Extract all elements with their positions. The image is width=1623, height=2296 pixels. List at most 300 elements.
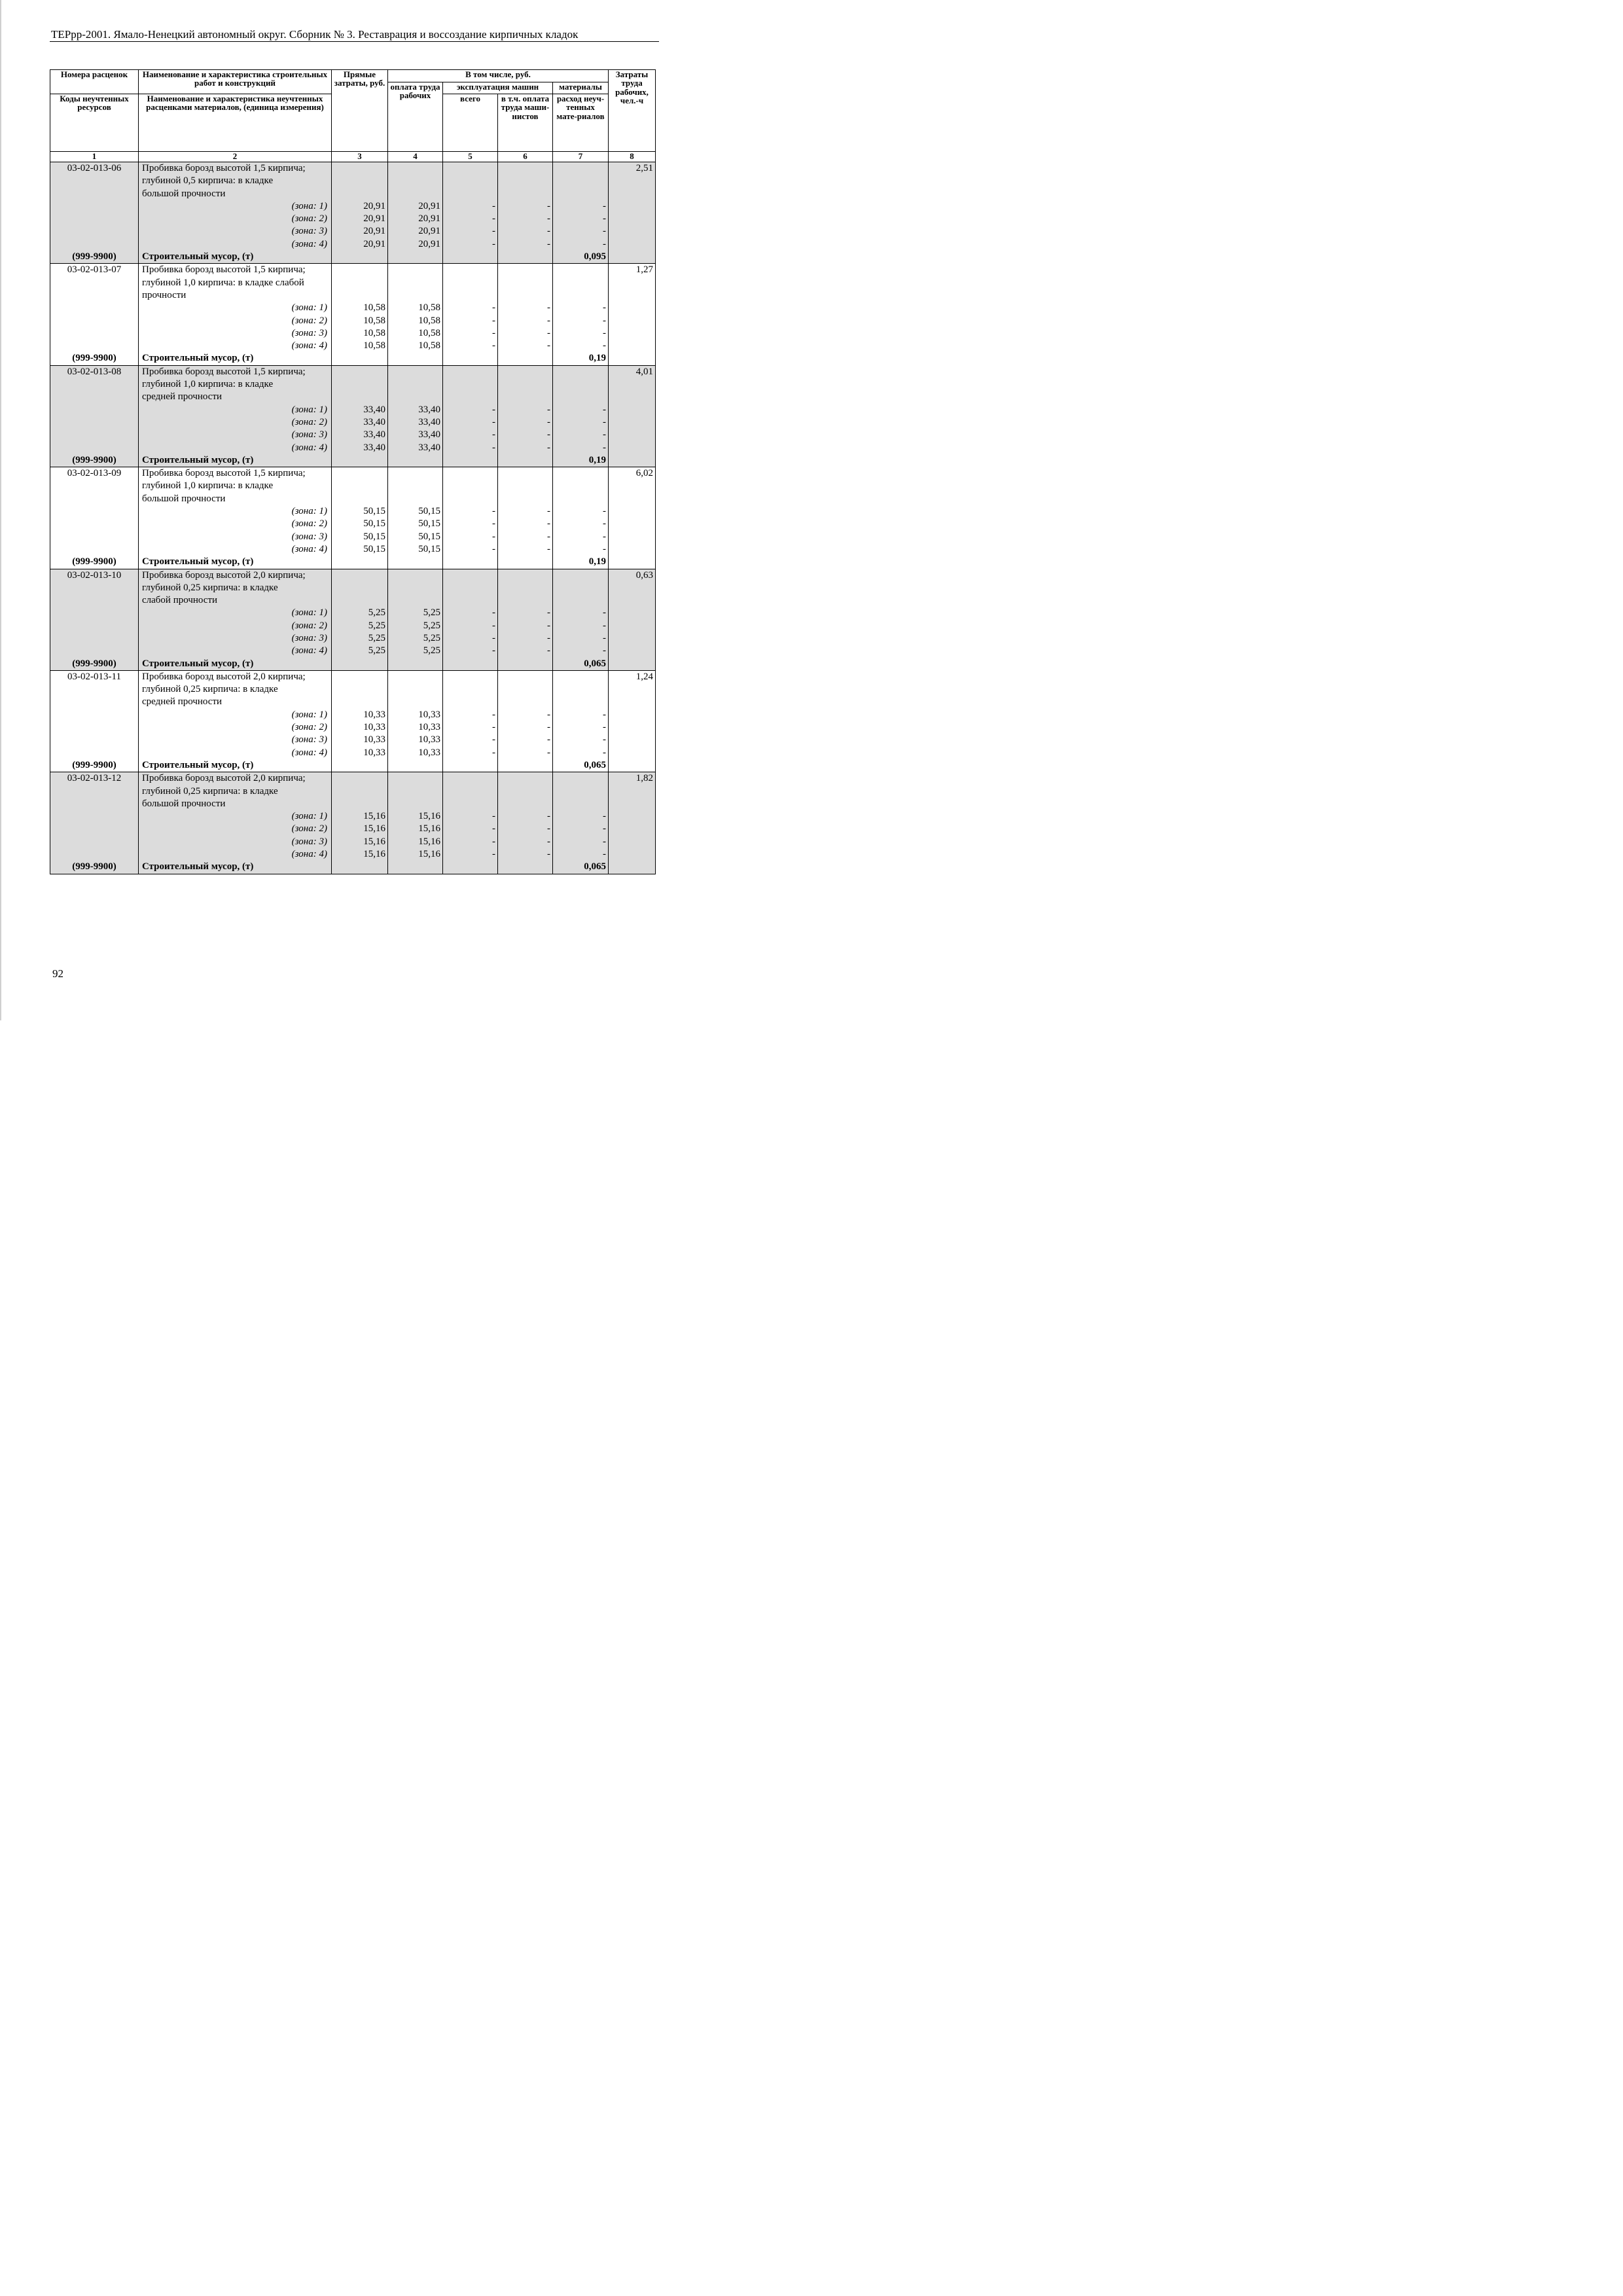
empty-cell xyxy=(609,518,656,530)
empty-cell xyxy=(50,327,139,340)
empty-cell xyxy=(50,531,139,543)
machines-value: - xyxy=(443,200,498,213)
zone-label: (зона: 3) xyxy=(139,632,332,645)
header-work-name: Наименование и характеристика строительных работ и конструкций xyxy=(139,70,332,94)
resource-code: (999-9900) xyxy=(50,556,139,569)
empty-cell xyxy=(609,658,656,671)
empty-cell xyxy=(388,556,443,569)
empty-cell xyxy=(553,365,609,378)
empty-cell xyxy=(50,404,139,416)
empty-cell xyxy=(443,378,498,391)
machinist-wages-value: - xyxy=(498,340,553,352)
machinist-wages-value: - xyxy=(498,429,553,441)
direct-cost-value: 5,25 xyxy=(332,620,388,632)
description-row xyxy=(50,391,656,403)
empty-cell xyxy=(609,251,656,264)
header-resource-codes: Коды неучтенных ресурсов xyxy=(50,94,139,152)
empty-cell xyxy=(498,785,553,798)
resource-name: Строительный мусор, (т) xyxy=(139,556,332,569)
zone-row xyxy=(50,200,656,213)
empty-cell xyxy=(332,277,388,289)
empty-cell xyxy=(332,569,388,582)
materials-value: - xyxy=(553,213,609,225)
empty-cell xyxy=(609,378,656,391)
empty-cell xyxy=(498,175,553,187)
empty-cell xyxy=(50,480,139,492)
zone-row xyxy=(50,225,656,238)
description-row xyxy=(50,175,656,187)
empty-cell xyxy=(332,582,388,594)
header-materials: материалы xyxy=(553,82,609,94)
resource-code: (999-9900) xyxy=(50,861,139,874)
empty-cell xyxy=(50,747,139,759)
wages-value: 10,58 xyxy=(388,327,443,340)
resource-row xyxy=(50,251,656,264)
resource-name: Строительный мусор, (т) xyxy=(139,759,332,772)
empty-cell xyxy=(443,391,498,403)
zone-label: (зона: 3) xyxy=(139,734,332,746)
description-row xyxy=(50,365,656,378)
resource-amount: 0,19 xyxy=(553,352,609,365)
empty-cell xyxy=(332,785,388,798)
empty-cell xyxy=(609,709,656,721)
empty-cell xyxy=(609,225,656,238)
empty-cell xyxy=(388,759,443,772)
direct-cost-value: 10,58 xyxy=(332,315,388,327)
wages-value: 20,91 xyxy=(388,238,443,251)
empty-cell xyxy=(443,251,498,264)
empty-cell xyxy=(498,251,553,264)
empty-cell xyxy=(332,658,388,671)
zone-label: (зона: 4) xyxy=(139,340,332,352)
zone-row xyxy=(50,302,656,314)
direct-cost-value: 10,33 xyxy=(332,747,388,759)
materials-value: - xyxy=(553,836,609,848)
empty-cell xyxy=(498,480,553,492)
empty-cell xyxy=(50,543,139,556)
empty-cell xyxy=(609,238,656,251)
resource-code: (999-9900) xyxy=(50,658,139,671)
labor-cost: 2,51 xyxy=(609,162,656,175)
machinist-wages-value: - xyxy=(498,747,553,759)
empty-cell xyxy=(388,391,443,403)
zone-row xyxy=(50,721,656,734)
zone-row xyxy=(50,518,656,530)
materials-value: - xyxy=(553,505,609,518)
empty-cell xyxy=(498,493,553,505)
empty-cell xyxy=(332,264,388,277)
empty-cell xyxy=(498,582,553,594)
empty-cell xyxy=(609,531,656,543)
work-description-line: слабой прочности xyxy=(139,594,332,607)
materials-value: - xyxy=(553,340,609,352)
empty-cell xyxy=(443,289,498,302)
empty-cell xyxy=(609,721,656,734)
materials-value: - xyxy=(553,543,609,556)
zone-row xyxy=(50,620,656,632)
empty-cell xyxy=(50,683,139,696)
zone-row xyxy=(50,747,656,759)
empty-cell xyxy=(388,352,443,365)
empty-cell xyxy=(609,213,656,225)
empty-cell xyxy=(443,162,498,175)
empty-cell xyxy=(609,759,656,772)
rate-code: 03-02-013-08 xyxy=(50,365,139,378)
zone-row xyxy=(50,505,656,518)
empty-cell xyxy=(332,696,388,708)
wages-value: 5,25 xyxy=(388,620,443,632)
direct-cost-value: 50,15 xyxy=(332,518,388,530)
empty-cell xyxy=(388,454,443,467)
resource-row xyxy=(50,454,656,467)
description-row xyxy=(50,569,656,582)
empty-cell xyxy=(332,162,388,175)
empty-cell xyxy=(332,670,388,683)
empty-cell xyxy=(553,467,609,480)
empty-cell xyxy=(498,658,553,671)
empty-cell xyxy=(609,391,656,403)
description-row xyxy=(50,670,656,683)
empty-cell xyxy=(388,188,443,200)
empty-cell xyxy=(388,251,443,264)
description-row xyxy=(50,785,656,798)
zone-label: (зона: 2) xyxy=(139,213,332,225)
direct-cost-value: 5,25 xyxy=(332,632,388,645)
direct-cost-value: 10,58 xyxy=(332,302,388,314)
empty-cell xyxy=(388,175,443,187)
materials-value: - xyxy=(553,416,609,429)
machines-value: - xyxy=(443,709,498,721)
empty-cell xyxy=(50,340,139,352)
wages-value: 50,15 xyxy=(388,531,443,543)
empty-cell xyxy=(443,582,498,594)
empty-cell xyxy=(50,785,139,798)
empty-cell xyxy=(50,188,139,200)
header-material-names: Наименование и характеристика неучтенных расценками материалов, (единица измерения) xyxy=(139,94,332,152)
rate-block xyxy=(50,772,656,874)
empty-cell xyxy=(388,277,443,289)
machinist-wages-value: - xyxy=(498,327,553,340)
empty-cell xyxy=(553,188,609,200)
empty-cell xyxy=(50,620,139,632)
rate-code: 03-02-013-07 xyxy=(50,264,139,277)
empty-cell xyxy=(498,454,553,467)
materials-value: - xyxy=(553,620,609,632)
page-number: 92 xyxy=(52,967,63,980)
materials-value: - xyxy=(553,315,609,327)
empty-cell xyxy=(498,683,553,696)
machines-value: - xyxy=(443,721,498,734)
machines-value: - xyxy=(443,823,498,835)
direct-cost-value: 15,16 xyxy=(332,823,388,835)
materials-value: - xyxy=(553,327,609,340)
direct-cost-value: 10,33 xyxy=(332,721,388,734)
zone-row xyxy=(50,823,656,835)
wages-value: 50,15 xyxy=(388,518,443,530)
zone-row xyxy=(50,340,656,352)
empty-cell xyxy=(443,861,498,874)
empty-cell xyxy=(332,251,388,264)
direct-cost-value: 33,40 xyxy=(332,429,388,441)
machines-value: - xyxy=(443,645,498,657)
materials-value: - xyxy=(553,747,609,759)
machines-value: - xyxy=(443,442,498,454)
empty-cell xyxy=(332,594,388,607)
empty-cell xyxy=(609,200,656,213)
work-description-line: глубиной 1,0 кирпича: в кладке xyxy=(139,480,332,492)
wages-value: 10,58 xyxy=(388,315,443,327)
column-number: 8 xyxy=(609,152,656,162)
materials-value: - xyxy=(553,429,609,441)
empty-cell xyxy=(332,772,388,785)
wages-value: 33,40 xyxy=(388,429,443,441)
machinist-wages-value: - xyxy=(498,620,553,632)
empty-cell xyxy=(332,798,388,810)
empty-cell xyxy=(443,352,498,365)
wages-value: 33,40 xyxy=(388,416,443,429)
empty-cell xyxy=(498,594,553,607)
work-description-line: Пробивка борозд высотой 2,0 кирпича; xyxy=(139,569,332,582)
machinist-wages-value: - xyxy=(498,302,553,314)
work-description-line: средней прочности xyxy=(139,696,332,708)
zone-label: (зона: 4) xyxy=(139,442,332,454)
empty-cell xyxy=(332,467,388,480)
description-row xyxy=(50,594,656,607)
empty-cell xyxy=(332,352,388,365)
description-row xyxy=(50,772,656,785)
labor-cost: 0,63 xyxy=(609,569,656,582)
empty-cell xyxy=(388,569,443,582)
header-labor-costs: Затраты труда рабочих, чел.-ч xyxy=(609,70,656,152)
empty-cell xyxy=(50,518,139,530)
empty-cell xyxy=(443,365,498,378)
empty-cell xyxy=(443,188,498,200)
description-row xyxy=(50,480,656,492)
empty-cell xyxy=(388,772,443,785)
empty-cell xyxy=(332,365,388,378)
empty-cell xyxy=(50,645,139,657)
machinist-wages-value: - xyxy=(498,709,553,721)
zone-label: (зона: 1) xyxy=(139,404,332,416)
machinist-wages-value: - xyxy=(498,836,553,848)
rate-block xyxy=(50,264,656,365)
resource-amount: 0,065 xyxy=(553,658,609,671)
zone-label: (зона: 3) xyxy=(139,531,332,543)
zone-row xyxy=(50,442,656,454)
direct-cost-value: 20,91 xyxy=(332,238,388,251)
header-rate-numbers: Номера расценок xyxy=(50,70,139,94)
direct-cost-value: 33,40 xyxy=(332,416,388,429)
materials-value: - xyxy=(553,607,609,619)
empty-cell xyxy=(609,607,656,619)
wages-value: 20,91 xyxy=(388,213,443,225)
empty-cell xyxy=(498,556,553,569)
machinist-wages-value: - xyxy=(498,607,553,619)
empty-cell xyxy=(332,391,388,403)
machines-value: - xyxy=(443,836,498,848)
zone-label: (зона: 3) xyxy=(139,429,332,441)
resource-row xyxy=(50,556,656,569)
empty-cell xyxy=(553,569,609,582)
empty-cell xyxy=(443,594,498,607)
machinist-wages-value: - xyxy=(498,543,553,556)
empty-cell xyxy=(609,734,656,746)
resource-name: Строительный мусор, (т) xyxy=(139,352,332,365)
zone-row xyxy=(50,632,656,645)
direct-cost-value: 15,16 xyxy=(332,836,388,848)
rates-table xyxy=(50,69,656,874)
header-rule xyxy=(50,41,659,42)
empty-cell xyxy=(553,277,609,289)
machines-value: - xyxy=(443,302,498,314)
resource-amount: 0,19 xyxy=(553,556,609,569)
empty-cell xyxy=(50,391,139,403)
rate-code: 03-02-013-06 xyxy=(50,162,139,175)
resource-name: Строительный мусор, (т) xyxy=(139,251,332,264)
empty-cell xyxy=(388,861,443,874)
zone-row xyxy=(50,543,656,556)
labor-cost: 6,02 xyxy=(609,467,656,480)
machinist-wages-value: - xyxy=(498,531,553,543)
zone-label: (зона: 1) xyxy=(139,810,332,823)
empty-cell xyxy=(498,696,553,708)
empty-cell xyxy=(609,340,656,352)
empty-cell xyxy=(388,696,443,708)
machinist-wages-value: - xyxy=(498,645,553,657)
empty-cell xyxy=(553,670,609,683)
machines-value: - xyxy=(443,505,498,518)
empty-cell xyxy=(50,505,139,518)
direct-cost-value: 10,58 xyxy=(332,340,388,352)
machines-value: - xyxy=(443,747,498,759)
empty-cell xyxy=(443,798,498,810)
empty-cell xyxy=(498,670,553,683)
empty-cell xyxy=(553,785,609,798)
machinist-wages-value: - xyxy=(498,315,553,327)
description-row xyxy=(50,264,656,277)
empty-cell xyxy=(498,188,553,200)
empty-cell xyxy=(443,175,498,187)
empty-cell xyxy=(553,798,609,810)
machinist-wages-value: - xyxy=(498,238,553,251)
empty-cell xyxy=(553,582,609,594)
header-machinist-wages: в т.ч. оплата труда маши-нистов xyxy=(498,94,553,152)
empty-cell xyxy=(50,594,139,607)
zone-row xyxy=(50,429,656,441)
empty-cell xyxy=(609,848,656,861)
empty-cell xyxy=(50,836,139,848)
empty-cell xyxy=(50,810,139,823)
labor-cost: 1,24 xyxy=(609,670,656,683)
empty-cell xyxy=(443,556,498,569)
empty-cell xyxy=(443,670,498,683)
description-row xyxy=(50,467,656,480)
empty-cell xyxy=(609,429,656,441)
empty-cell xyxy=(553,480,609,492)
empty-cell xyxy=(443,493,498,505)
direct-cost-value: 10,33 xyxy=(332,709,388,721)
work-description-line: Пробивка борозд высотой 2,0 кирпича; xyxy=(139,772,332,785)
empty-cell xyxy=(332,454,388,467)
empty-cell xyxy=(609,594,656,607)
empty-cell xyxy=(50,213,139,225)
empty-cell xyxy=(498,378,553,391)
work-description-line: большой прочности xyxy=(139,188,332,200)
zone-row xyxy=(50,531,656,543)
empty-cell xyxy=(50,823,139,835)
zone-label: (зона: 3) xyxy=(139,225,332,238)
empty-cell xyxy=(443,696,498,708)
empty-cell xyxy=(609,823,656,835)
empty-cell xyxy=(443,785,498,798)
direct-cost-value: 20,91 xyxy=(332,213,388,225)
direct-cost-value: 10,33 xyxy=(332,734,388,746)
machines-value: - xyxy=(443,518,498,530)
materials-value: - xyxy=(553,709,609,721)
empty-cell xyxy=(609,404,656,416)
empty-cell xyxy=(609,645,656,657)
description-row xyxy=(50,378,656,391)
machines-value: - xyxy=(443,404,498,416)
zone-row xyxy=(50,238,656,251)
empty-cell xyxy=(388,683,443,696)
wages-value: 50,15 xyxy=(388,505,443,518)
empty-cell xyxy=(498,352,553,365)
direct-cost-value: 10,58 xyxy=(332,327,388,340)
zone-row xyxy=(50,315,656,327)
empty-cell xyxy=(443,454,498,467)
zone-label: (зона: 1) xyxy=(139,709,332,721)
resource-amount: 0,19 xyxy=(553,454,609,467)
empty-cell xyxy=(553,162,609,175)
empty-cell xyxy=(609,175,656,187)
empty-cell xyxy=(388,594,443,607)
empty-cell xyxy=(498,162,553,175)
zone-label: (зона: 3) xyxy=(139,836,332,848)
work-description-line: глубиной 0,25 кирпича: в кладке xyxy=(139,683,332,696)
machinist-wages-value: - xyxy=(498,442,553,454)
work-description-line: глубиной 0,5 кирпича: в кладке xyxy=(139,175,332,187)
zone-row xyxy=(50,734,656,746)
direct-cost-value: 33,40 xyxy=(332,404,388,416)
empty-cell xyxy=(498,772,553,785)
zone-row xyxy=(50,404,656,416)
zone-label: (зона: 1) xyxy=(139,505,332,518)
empty-cell xyxy=(443,277,498,289)
empty-cell xyxy=(553,378,609,391)
machinist-wages-value: - xyxy=(498,404,553,416)
machines-value: - xyxy=(443,238,498,251)
empty-cell xyxy=(609,543,656,556)
machines-value: - xyxy=(443,543,498,556)
resource-row xyxy=(50,759,656,772)
empty-cell xyxy=(50,848,139,861)
empty-cell xyxy=(332,188,388,200)
empty-cell xyxy=(50,632,139,645)
machines-value: - xyxy=(443,429,498,441)
empty-cell xyxy=(498,289,553,302)
empty-cell xyxy=(609,442,656,454)
machines-value: - xyxy=(443,620,498,632)
empty-cell xyxy=(609,277,656,289)
header-machines-total: всего xyxy=(443,94,498,152)
description-row xyxy=(50,696,656,708)
description-row xyxy=(50,289,656,302)
empty-cell xyxy=(609,327,656,340)
machinist-wages-value: - xyxy=(498,505,553,518)
empty-cell xyxy=(609,747,656,759)
machines-value: - xyxy=(443,607,498,619)
